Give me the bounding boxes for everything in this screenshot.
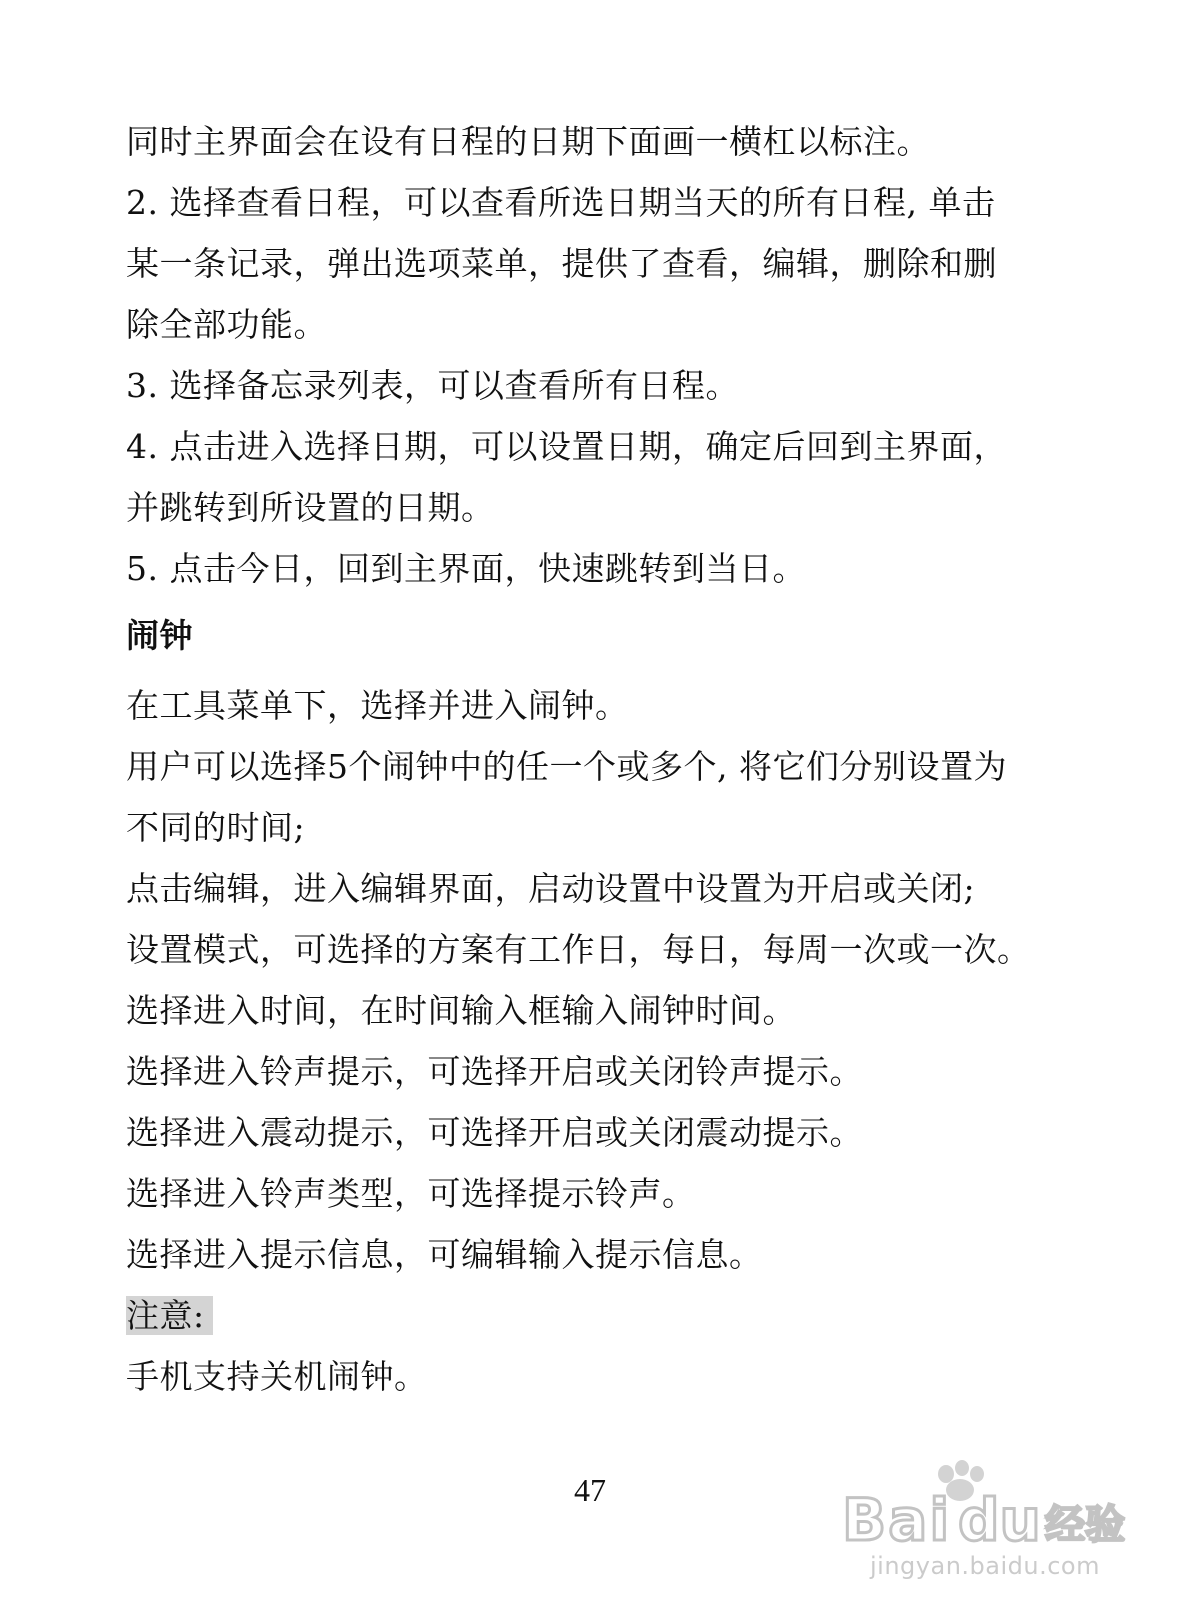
alarm-line: 选择进入震动提示，可选择开启或关闭震动提示。 [126,1113,863,1152]
watermark-url: jingyan.baidu.com [870,1552,1100,1580]
paragraph-line: 除全部功能。 [126,305,327,344]
paragraph-line: 5. 点击今日，回到主界面，快速跳转到当日。 [126,549,806,588]
alarm-line: 选择进入铃声提示，可选择开启或关闭铃声提示。 [126,1052,863,1091]
paragraph-line: 并跳转到所设置的日期。 [126,488,495,527]
alarm-line: 设置模式，可选择的方案有工作日，每日，每周一次或一次。 [126,930,1031,969]
alarm-line: 在工具菜单下，选择并进入闹钟。 [126,686,629,725]
paragraph-line: 同时主界面会在设有日程的日期下面画一横杠以标注。 [126,122,930,161]
paragraph-line: 3. 选择备忘录列表，可以查看所有日程。 [126,366,739,405]
svg-text:du: du [958,1486,1041,1550]
paragraph-line: 4. 点击进入选择日期，可以设置日期，确定后回到主界面， [126,427,1007,466]
paragraph-line: 某一条记录，弹出选项菜单，提供了查看，编辑，删除和删 [126,244,997,283]
svg-text:经验: 经验 [1045,1502,1125,1548]
alarm-line: 选择进入提示信息，可编辑输入提示信息。 [126,1235,763,1274]
baidu-jingyan-logo [840,1460,1140,1550]
section-heading: 闹钟 [126,616,193,655]
note-text: 手机支持关机闹钟。 [126,1357,428,1396]
alarm-line: 点击编辑，进入编辑界面，启动设置中设置为开启或关闭; [126,869,976,908]
alarm-line: 用户可以选择5个闹钟中的任一个或多个, 将它们分别设置为 [126,747,1007,786]
alarm-line: 选择进入铃声类型，可选择提示铃声。 [126,1174,696,1213]
paragraph-line: 2. 选择查看日程，可以查看所选日期当天的所有日程, 单击 [126,183,996,222]
note-label: 注意: [126,1296,213,1335]
alarm-line: 不同的时间; [126,808,306,847]
page-number: 47 [574,1472,606,1508]
alarm-line: 选择进入时间，在时间输入框输入闹钟时间。 [126,991,796,1030]
baidu-watermark [840,1450,1140,1600]
svg-text:Bai: Bai [842,1486,952,1550]
note-label-line [126,1296,213,1336]
